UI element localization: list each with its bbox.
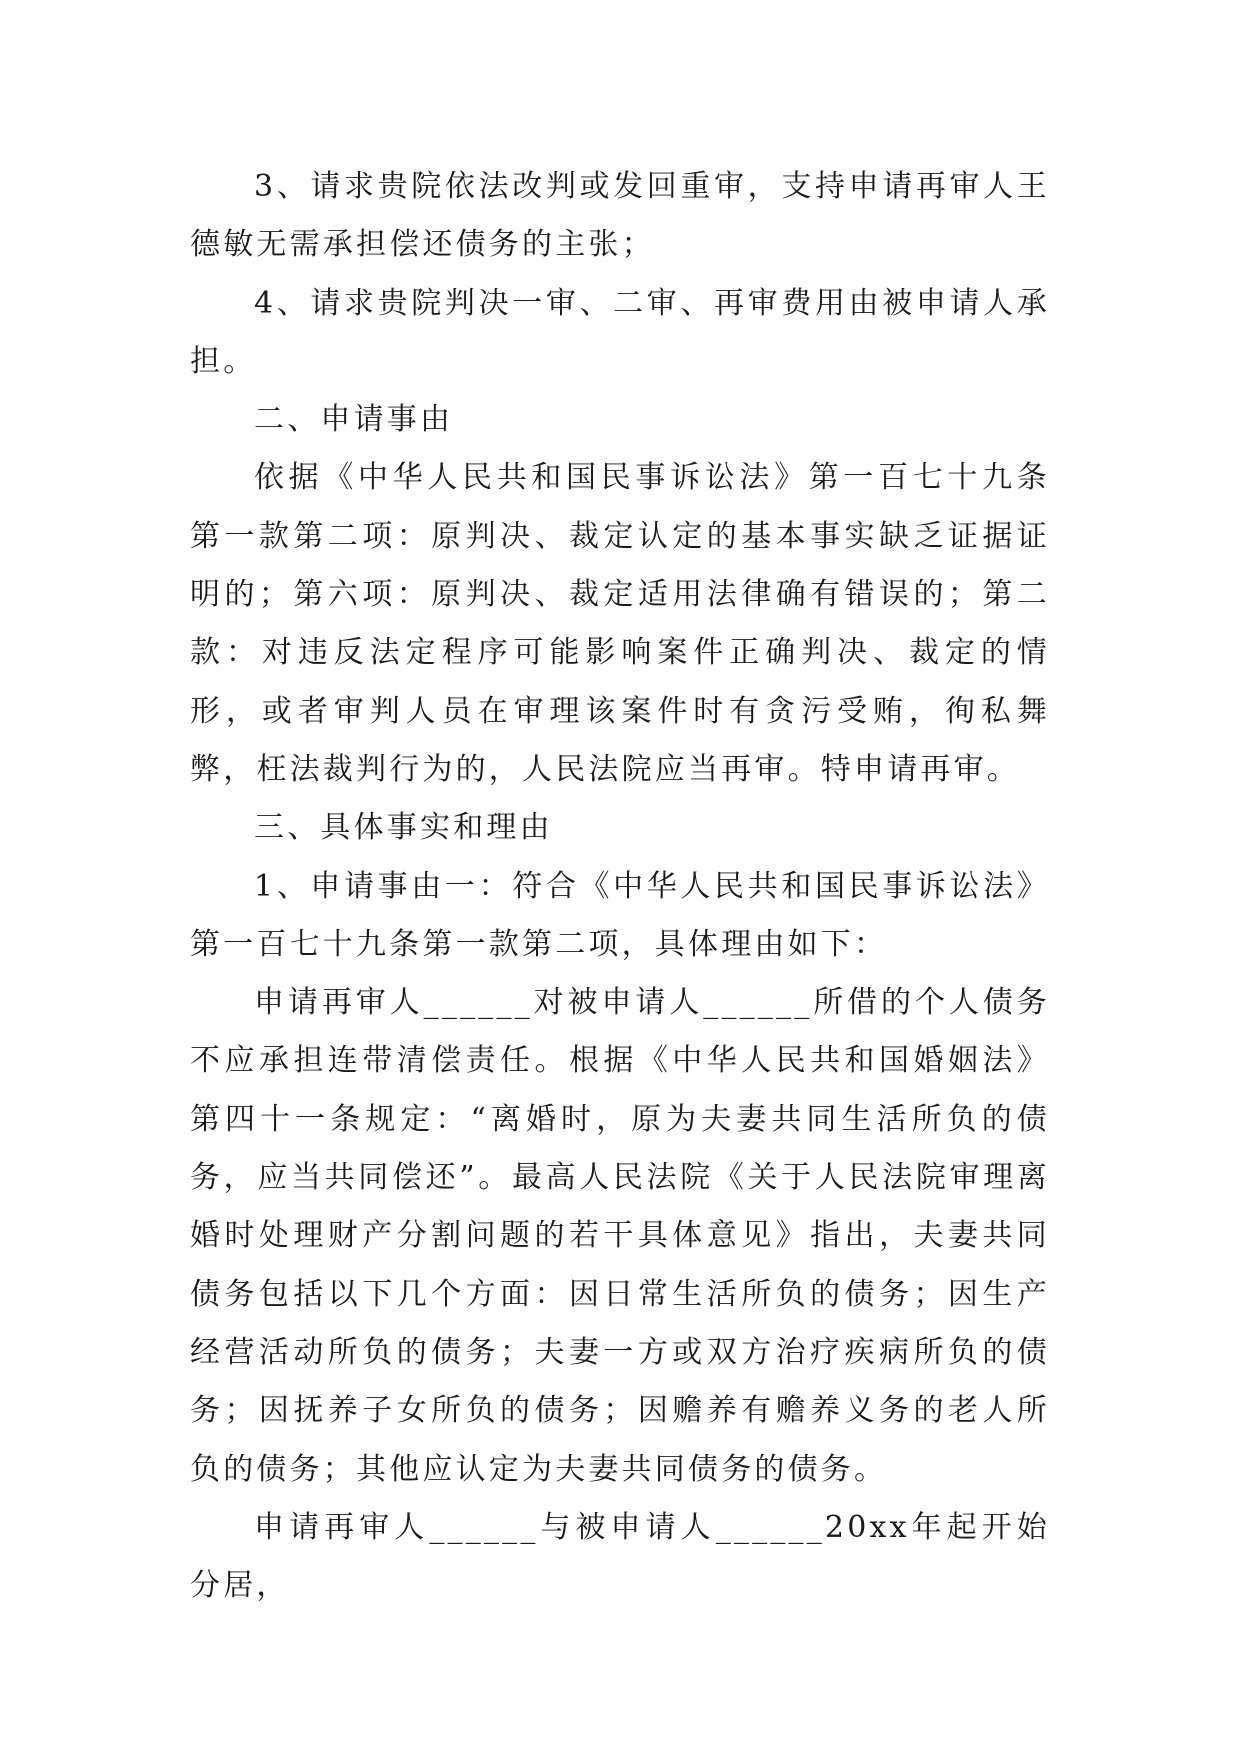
section-heading-facts: 三、具体事实和理由 xyxy=(254,810,553,846)
paragraph-reason-one: 1、申请事由一：符合《中华人民共和国民事诉讼法》第一百七十九条第一款第二项，具体理由如下： xyxy=(190,868,1050,962)
paragraph-request-4: 4、请求贵院判决一审、二审、再审费用由被申请人承担。 xyxy=(190,285,1050,379)
paragraph-legal-basis: 依据《中华人民共和国民事诉讼法》第一百七十九条第一款第二项：原判决、裁定认定的基本事实缺乏证据证明的；第六项：原判决、裁定适用法律确有错误的；第二款：对违反法定程序可能影响案件正确判决、裁定的情形，或者审判人员在审理该案件时有贪污受贿，徇私舞弊，枉法裁判行为的，人民法院应当再审。特申请再审。 xyxy=(190,460,1050,787)
paragraph-debt-liability: 申请再审人______对被申请人______所借的个人债务不应承担连带清偿责任。根据《中华人民共和国婚姻法》第四十一条规定：“离婚时，原为夫妻共同生活所负的债务，应当共同偿还”。最高人民法院《关于人民法院审理离婚时处理财产分割问题的若干具体意见》指出，夫妻共同债务包括以下几个方面：因日常生活所负的债务；因生产经营活动所负的债务；夫妻一方或双方治疗疾病所负的债务；因抚养子女所负的债务；因赡养有赡养义务的老人所负的债务；其他应认定为夫妻共同债务的债务。 xyxy=(190,985,1050,1487)
document-body xyxy=(190,158,1050,1615)
paragraph-request-3: 3、请求贵院依法改判或发回重审，支持申请再审人王德敏无需承担偿还债务的主张； xyxy=(190,169,1050,263)
paragraph-separation: 申请再审人______与被申请人______20xx年起开始分居， xyxy=(190,1509,1050,1604)
section-heading-reasons: 二、申请事由 xyxy=(254,402,454,438)
